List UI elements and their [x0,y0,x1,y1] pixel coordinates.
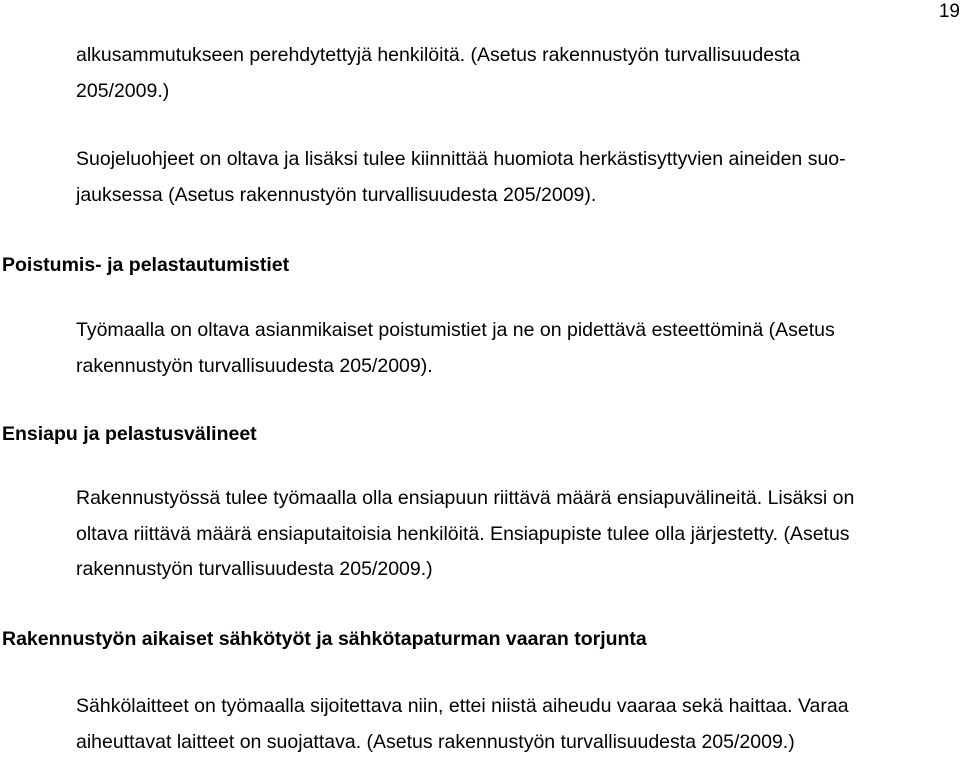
text-line: oltava riittävä määrä ensiaputaitoisia henkilöitä. Ensiapupiste tulee olla järjestetty. (Asetus [76,517,956,553]
text-line: alkusammutukseen perehdytettyjä henkilöitä. (Asetus rakennustyön turvallisuudesta [76,38,956,74]
text-line: aiheuttavat laitteet on suojattava. (Asetus rakennustyön turvallisuudesta 205/2009.) [76,725,956,760]
heading-electrical-work: Rakennustyön aikaiset sähkötyöt ja sähkötapaturman vaaran torjunta [2,626,647,652]
paragraph-escape-routes [76,313,956,384]
heading-first-aid: Ensiapu ja pelastusvälineet [2,421,257,447]
paragraph-electrical-work [76,689,956,760]
text-line: 205/2009.) [76,74,956,110]
text-line: Sähkölaitteet on työmaalla sijoitettava niin, ettei niistä aiheudu vaaraa sekä haittaa. Varaa [76,689,956,725]
paragraph-protection-instructions [76,142,956,213]
text-line: rakennustyön turvallisuudesta 205/2009.) [76,552,956,588]
text-line: jauksessa (Asetus rakennustyön turvallisuudesta 205/2009). [76,178,956,214]
paragraph-first-aid [76,481,956,588]
paragraph-fire-extinguishing [76,38,956,109]
text-line: rakennustyön turvallisuudesta 205/2009). [76,349,956,385]
page-number: 19 [939,0,960,24]
text-line: Suojeluohjeet on oltava ja lisäksi tulee kiinnittää huomiota herkästisyttyvien aineiden suo- [76,142,956,178]
text-line: Työmaalla on oltava asianmikaiset poistumistiet ja ne on pidettävä esteettöminä (Asetus [76,313,956,349]
text-line: Rakennustyössä tulee työmaalla olla ensiapuun riittävä määrä ensiapuvälineitä. Lisäksi on [76,481,956,517]
heading-escape-routes: Poistumis- ja pelastautumistiet [2,252,289,278]
